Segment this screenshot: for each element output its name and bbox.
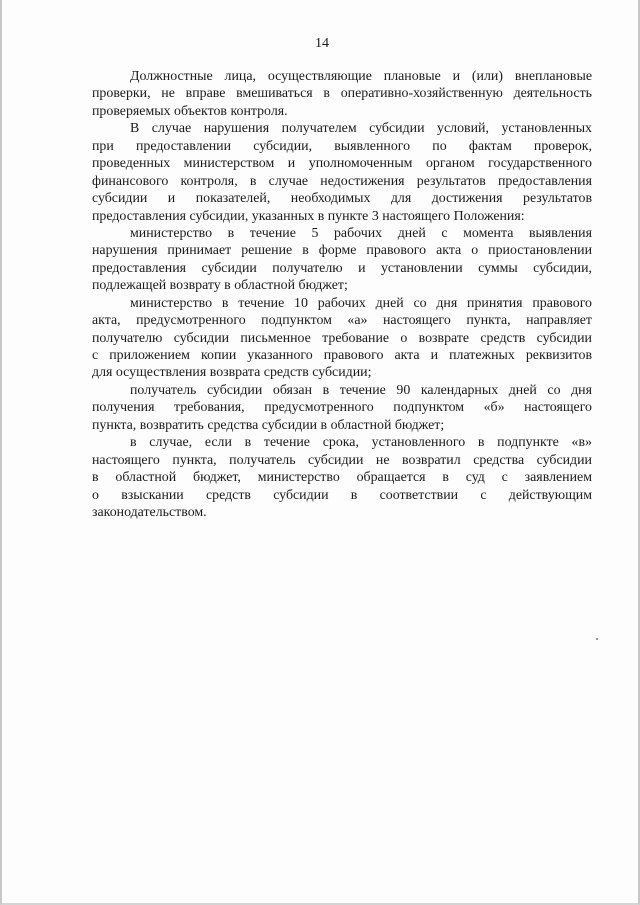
paragraph-3-line-1: министерство в течение 5 рабочих дней с момента выявления bbox=[130, 225, 592, 241]
paragraph-2-line-3: проведенных министерством и уполномоченным органом государственного bbox=[92, 156, 592, 172]
paragraph-2-line-1: В случае нарушения получателем субсидии условий, установленных bbox=[130, 121, 592, 137]
paragraph-3-line-4: подлежащей возврату в областной бюджет; bbox=[92, 278, 348, 294]
paragraph-1-line-3: проверяемых объектов контроля. bbox=[92, 103, 288, 119]
paragraph-6-line-2: настоящего пункта, получатель субсидии не возвратил средства субсидии bbox=[92, 452, 592, 468]
paragraph-2-line-4: финансового контроля, в случае недостижения результатов предоставления bbox=[92, 173, 592, 189]
paragraph-5-line-2: получения требования, предусмотренного подпунктом «б» настоящего bbox=[92, 400, 592, 416]
paragraph-3-line-3: предоставления субсидии получателю и установлении суммы субсидии, bbox=[92, 260, 592, 276]
scan-speck bbox=[596, 638, 598, 640]
paragraph-2-line-5: субсидии и показателей, необходимых для достижения результатов bbox=[92, 191, 592, 207]
paragraph-4-line-3: получателю субсидии письменное требование о возврате средств субсидии bbox=[92, 330, 592, 346]
paragraph-3-line-2: нарушения принимает решение в форме правового акта о приостановлении bbox=[92, 243, 592, 259]
paragraph-6-line-5: законодательством. bbox=[92, 504, 207, 520]
paragraph-4-line-4: с приложением копии указанного правового акта и платежных реквизитов bbox=[92, 348, 592, 363]
paragraph-4-line-1: министерство в течение 10 рабочих дней со дня принятия правового bbox=[130, 295, 592, 311]
paragraph-5-line-1: получатель субсидии обязан в течение 90 календарных дней со дня bbox=[130, 382, 592, 398]
paragraph-6-line-3: в областной бюджет, министерство обращается в суд с заявлением bbox=[92, 470, 592, 486]
page-number: 14 bbox=[315, 36, 329, 51]
paragraph-2-line-2: при предоставлении субсидии, выявленного по фактам проверок, bbox=[92, 138, 592, 154]
paragraph-2-line-6: предоставления субсидии, указанных в пункте 3 настоящего Положения: bbox=[92, 208, 525, 224]
document-body bbox=[92, 68, 592, 521]
paragraph-4-line-2: акта, предусмотренного подпунктом «а» настоящего пункта, направляет bbox=[92, 313, 592, 329]
paragraph-1-line-2: проверки, не вправе вмешиваться в оперативно-хозяйственную деятельность bbox=[92, 86, 592, 102]
paragraph-1-line-1: Должностные лица, осуществляющие плановые и (или) внеплановые bbox=[130, 69, 592, 84]
paragraph-6-line-1: в случае, если в течение срока, установленного в подпункте «в» bbox=[130, 435, 592, 451]
paragraph-5-line-3: пункта, возвратить средства субсидии в областной бюджет; bbox=[92, 417, 445, 433]
paragraph-4-line-5: для осуществления возврата средств субсидии; bbox=[92, 365, 372, 381]
paragraph-6-line-4: о взыскании средств субсидии в соответствии с действующим bbox=[92, 487, 592, 503]
